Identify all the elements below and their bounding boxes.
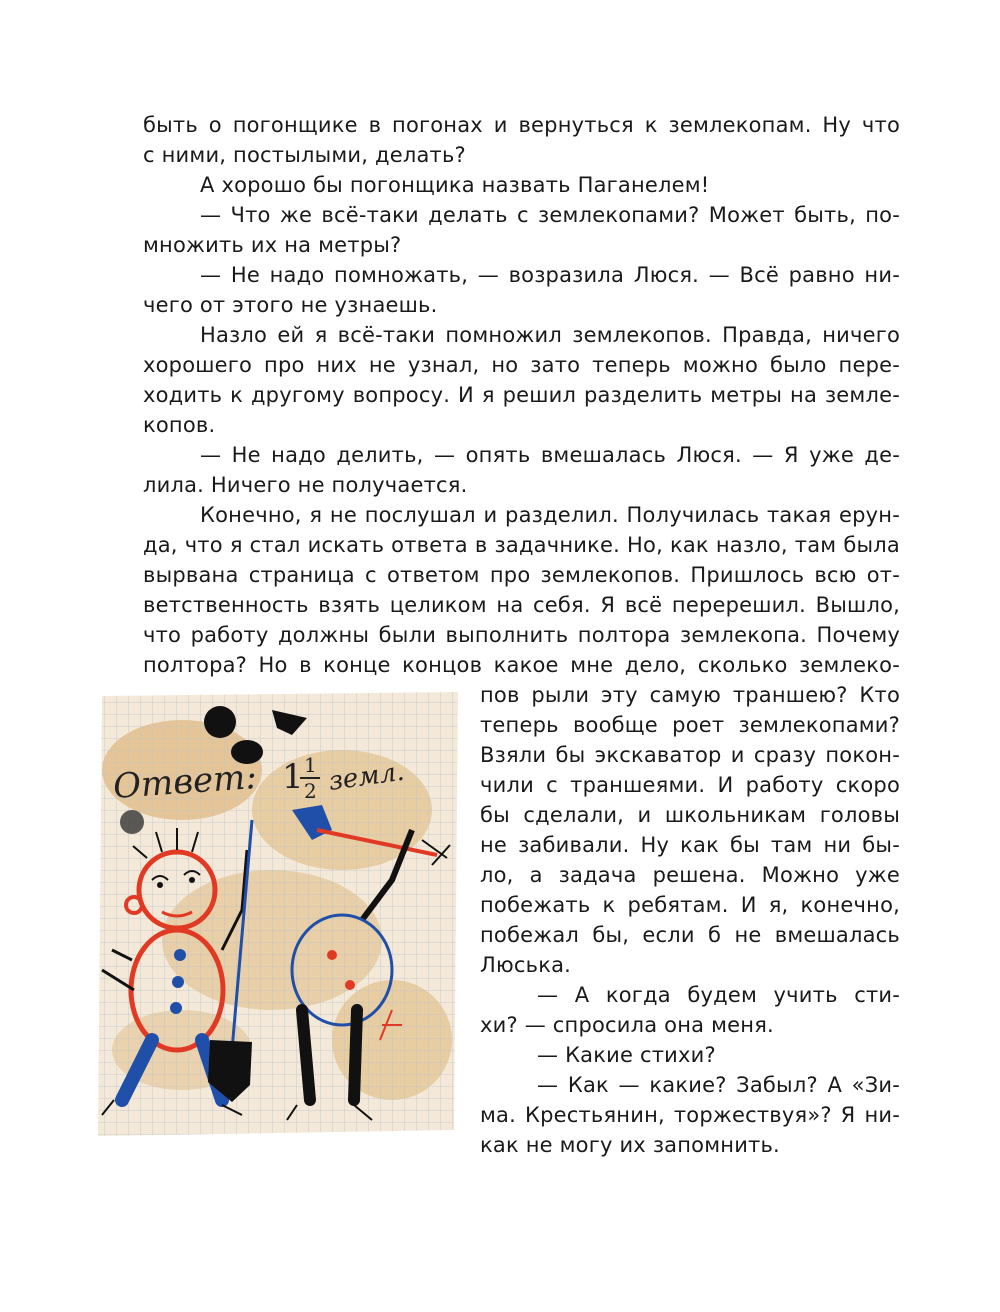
text-line: хи? — спросила она меня. — [480, 1013, 774, 1037]
fingerprint — [120, 810, 144, 834]
childs-drawing-illustration — [92, 690, 462, 1160]
text-line: пов рыли эту самую траншею? Кто — [480, 683, 900, 707]
text-line: ло, а задача решена. Можно уже — [480, 863, 900, 887]
text-line: Взяли бы экскаватор и сразу покон- — [480, 743, 900, 767]
text-line: ма. Крестьянин, торжествуя»? Я ни- — [480, 1103, 900, 1127]
text-line: полтора? Но в конце концов какое мне дело, сколько землеко- — [143, 653, 900, 677]
text-line: множить их на метры? — [143, 233, 402, 257]
text-line: лила. Ничего не получается. — [143, 473, 468, 497]
drawing-svg — [92, 690, 462, 1160]
text-line: хорошего про них не узнал, но зато теперь можно было пере- — [143, 353, 900, 377]
text-line: как не могу их запомнить. — [480, 1133, 780, 1157]
text-line: А хорошо бы погонщика назвать Паганелем! — [200, 173, 710, 197]
text-line: не забивали. Ну как бы там ни бы- — [480, 833, 900, 857]
text-line: — А когда будем учить сти- — [537, 983, 900, 1007]
handwritten-numerator: 1 — [304, 753, 317, 777]
text-line: с ними, постылыми, делать? — [143, 143, 466, 167]
text-line: чили с траншеями. И работу скоро — [480, 773, 900, 797]
text-line: чего от этого не узнаешь. — [143, 293, 438, 317]
text-line: — Не надо помножать, — возразила Люся. — Всё равно ни- — [200, 263, 900, 287]
handwritten-answer: Ответ: — [111, 757, 259, 807]
text-line: теперь вообще роет землекопами? — [480, 713, 900, 737]
text-line: — Не надо делить, — опять вмешалась Люся. — Я уже де- — [200, 443, 900, 467]
ink-blot — [204, 706, 236, 738]
text-line: ходить к другому вопросу. И я решил разделить метры на земле- — [143, 383, 900, 407]
handwritten-whole: 1 — [282, 757, 304, 797]
grid — [98, 692, 458, 1136]
text-line: побежал бы, если б не вмешалась — [480, 923, 900, 947]
text-line: Конечно, я не послушал и разделил. Получилась такая ерун- — [200, 503, 900, 527]
text-line: да, что я стал искать ответа в задачнике. Но, как назло, там была — [143, 533, 900, 557]
text-line: — Что же всё-таки делать с землекопами? Может быть, по- — [200, 203, 900, 227]
text-line: что работу должны были выполнить полтора землекопа. Почему — [143, 623, 900, 647]
text-line: вырвана страница с ответом про землекопов. Пришлось всю от- — [143, 563, 900, 587]
text-line: ветственность взять целиком на себя. Я всё перерешил. Вышло, — [143, 593, 900, 617]
text-line: быть о погонщике в погонах и вернуться к землекопам. Ну что — [143, 113, 900, 137]
text-line: Люська. — [480, 953, 572, 977]
text-line: побежать к ребятам. И я, конечно, — [480, 893, 900, 917]
handwritten-unit: земл. — [326, 756, 407, 797]
text-line: копов. — [143, 413, 216, 437]
handwritten-denominator: 2 — [304, 779, 317, 803]
text-line: — Какие стихи? — [537, 1043, 716, 1067]
text-line: Назло ей я всё-таки помножил землекопов. Правда, ничего — [200, 323, 900, 347]
text-line: бы сделали, и школьникам головы — [480, 803, 900, 827]
text-line: — Как — какие? Забыл? А «Зи- — [537, 1073, 900, 1097]
